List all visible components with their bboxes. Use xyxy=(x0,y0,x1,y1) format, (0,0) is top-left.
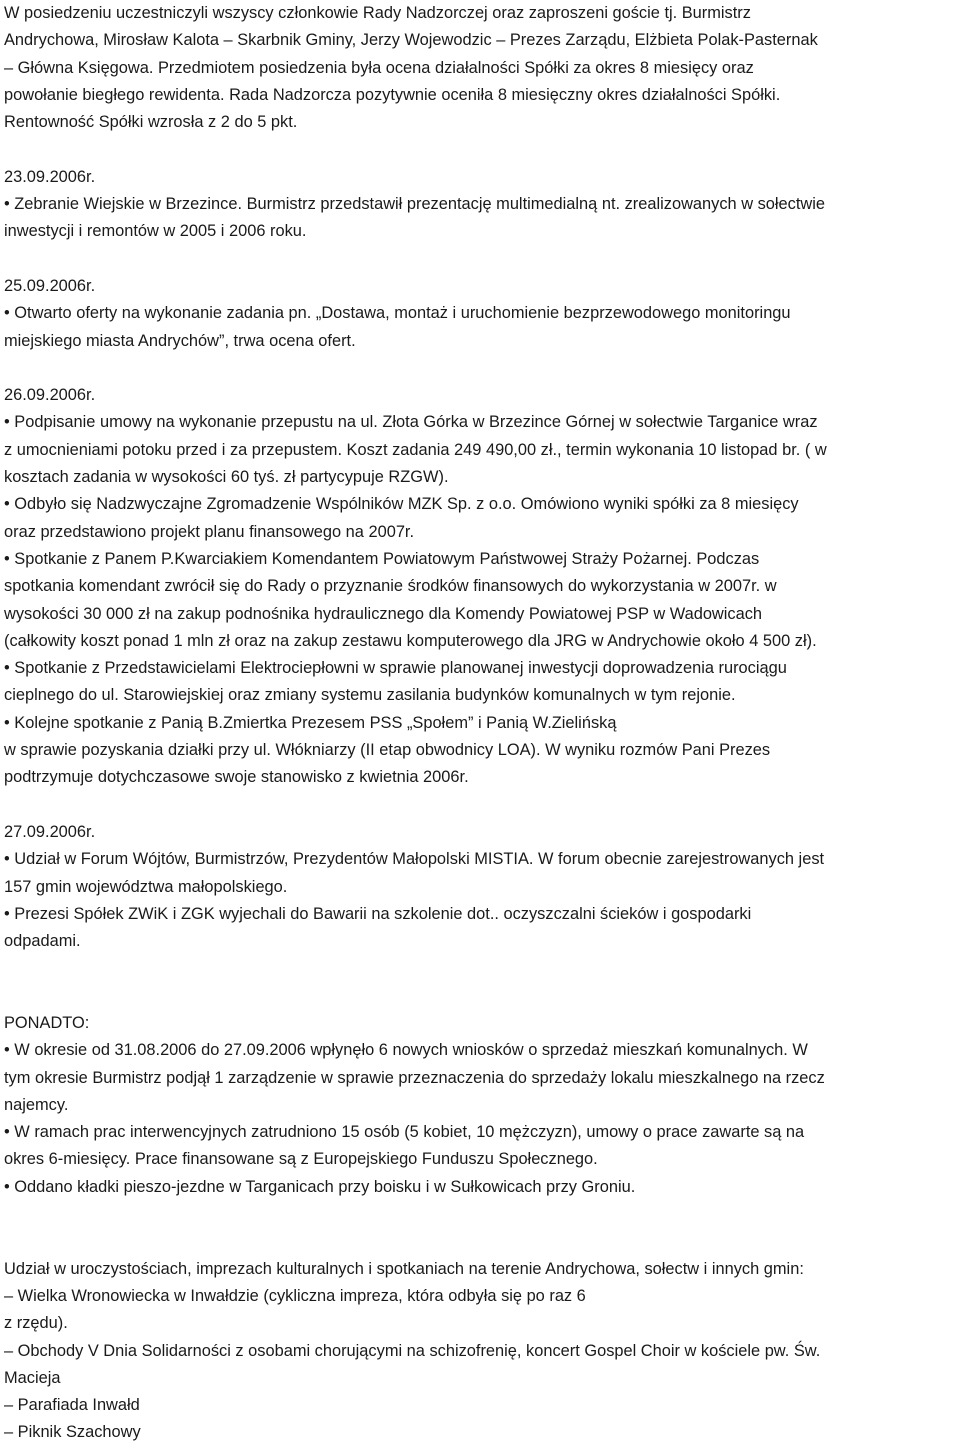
bullet-line: • Prezesi Spółek ZWiK i ZGK wyjechali do Bawarii na szkolenie dot.. oczyszczalni ścieków i gospodarki xyxy=(4,904,752,923)
text-line: W posiedzeniu uczestniczyli wszyscy członkowie Rady Nadzorczej oraz zaproszeni goście tj. Burmistrz xyxy=(4,4,751,22)
section-2709 xyxy=(4,819,956,955)
section-2306 xyxy=(4,164,956,246)
text-line: cieplnego do ul. Starowiejskiej oraz zmiany systemu zasilania budynków komunalnych w tym rejonie. xyxy=(4,686,736,705)
dash-line: – Parafiada Inwałd xyxy=(4,1396,140,1415)
text-line: spotkania komendant zwrócił się do Rady o przyznanie środków finansowych do wykorzystania w 2007r. w xyxy=(4,577,777,596)
document-body xyxy=(4,0,956,1447)
text-line: miejskiego miasta Andrychów”, trwa ocena ofert. xyxy=(4,331,356,350)
bullet-line: • Spotkanie z Przedstawicielami Elektrociepłowni w sprawie planowanej inwestycji doprowadzenia rurociągu xyxy=(4,659,787,678)
text-line: Macieja xyxy=(4,1368,61,1387)
text-line: oraz przedstawiono projekt planu finansowego na 2007r. xyxy=(4,522,415,541)
text-line: kosztach zadania w wysokości 60 tyś. zł partycypuje RZGW). xyxy=(4,468,449,487)
bullet-line: • Udział w Forum Wójtów, Burmistrzów, Prezydentów Małopolski MISTIA. W forum obecnie zarejestrowanych jest xyxy=(4,850,825,869)
bullet-line: • Otwarto oferty na wykonanie zadania pn. „Dostawa, montaż i uruchomienie bezprzewodowego monitoringu xyxy=(4,304,791,323)
bullet-line: • Oddano kładki pieszo-jezdne w Targanicach przy boisku i w Sułkowicach przy Groniu. xyxy=(4,1177,636,1196)
bullet-line: • Odbyło się Nadzwyczajne Zgromadzenie Wspólników MZK Sp. z o.o. Omówiono wyniki spółki za 8 miesięcy xyxy=(4,495,799,514)
section-date: 25.09.2006r. xyxy=(4,276,96,295)
text-line: powołanie biegłego rewidenta. Rada Nadzorcza pozytywnie oceniła 8 miesięczny okres działalności Spółki. xyxy=(4,85,781,104)
text-line: (całkowity koszt ponad 1 mln zł oraz na zakup zestawu komputerowego dla JRG w Andrychowie około 4 500 zł). xyxy=(4,631,817,650)
text-line: tym okresie Burmistrz podjął 1 zarządzenie w sprawie przeznaczenia do sprzedaży lokalu mieszkalnego na rzecz xyxy=(4,1068,825,1087)
section-heading: Udział w uroczystościach, imprezach kulturalnych i spotkaniach na terenie Andrychowa, sołectw i innych gmin: xyxy=(4,1259,804,1278)
section-heading: PONADTO: xyxy=(4,1013,90,1032)
dash-line: – Obchody V Dnia Solidarności z osobami chorującymi na schizofrenię, koncert Gospel Choir w kościele pw. Św. xyxy=(4,1341,821,1360)
bullet-line: • Kolejne spotkanie z Panią B.Zmiertka Prezesem PSS „Społem” i Panią W.Zielińską xyxy=(4,713,617,732)
section-date: 27.09.2006r. xyxy=(4,822,96,841)
text-line: wysokości 30 000 zł na zakup podnośnika hydraulicznego dla Komendy Powiatowej PSP w Wadowicach xyxy=(4,604,763,623)
text-line: z umocnieniami potoku przed i za przepustem. Koszt zadania 249 490,00 zł., termin wykonania 10 listopad br. ( w xyxy=(4,440,827,459)
text-line: podtrzymuje dotychczasowe swoje stanowisko z kwietnia 2006r. xyxy=(4,768,469,787)
bullet-line: • Zebranie Wiejskie w Brzezince. Burmistrz przedstawił prezentację multimedialną nt. zrealizowanych w sołectwie xyxy=(4,195,826,214)
bullet-line: • W okresie od 31.08.2006 do 27.09.2006 wpłynęło 6 nowych wniosków o sprzedaż mieszkań komunalnych. W xyxy=(4,1041,808,1060)
text-line: najemcy. xyxy=(4,1095,69,1114)
section-2609 xyxy=(4,382,956,791)
bullet-line: • Spotkanie z Panem P.Kwarciakiem Komendantem Powiatowym Państwowej Straży Pożarnej. Podczas xyxy=(4,549,760,568)
text-line: w sprawie pozyskania działki przy ul. Włókniarzy (II etap obwodnicy LOA). W wyniku rozmów Pani Prezes xyxy=(4,741,771,760)
text-line: odpadami. xyxy=(4,932,81,951)
text-line: Rentowność Spółki wzrosła z 2 do 5 pkt. xyxy=(4,113,298,132)
intro-paragraph xyxy=(4,0,956,136)
text-line: okres 6-miesięcy. Prace finansowane są z Europejskiego Funduszu Społecznego. xyxy=(4,1150,598,1169)
text-line: 157 gmin województwa małopolskiego. xyxy=(4,877,288,896)
text-line: Andrychowa, Mirosław Kalota – Skarbnik Gminy, Jerzy Wojewodzic – Prezes Zarządu, Elżbieta Polak-Pasternak xyxy=(4,31,818,50)
section-2509 xyxy=(4,273,956,355)
ponadto-section xyxy=(4,1010,956,1201)
bullet-line: • W ramach prac interwencyjnych zatrudniono 15 osób (5 kobiet, 10 mężczyzn), umowy o prace zawarte są na xyxy=(4,1123,805,1142)
text-line: – Główna Księgowa. Przedmiotem posiedzenia była ocena działalności Spółki za okres 8 miesięcy oraz xyxy=(4,58,754,77)
bullet-line: • Podpisanie umowy na wykonanie przepustu na ul. Złota Górka w Brzezince Górnej w sołectwie Targanice wraz xyxy=(4,413,818,432)
text-line: z rzędu). xyxy=(4,1314,68,1333)
dash-line: – Piknik Szachowy xyxy=(4,1423,141,1442)
section-date: 23.09.2006r. xyxy=(4,167,96,186)
dash-line: – Wielka Wronowiecka w Inwałdzie (cykliczna impreza, która odbyła się po raz 6 xyxy=(4,1286,586,1305)
section-date: 26.09.2006r. xyxy=(4,386,96,405)
text-line: inwestycji i remontów w 2005 i 2006 roku. xyxy=(4,222,307,241)
events-section xyxy=(4,1256,956,1447)
